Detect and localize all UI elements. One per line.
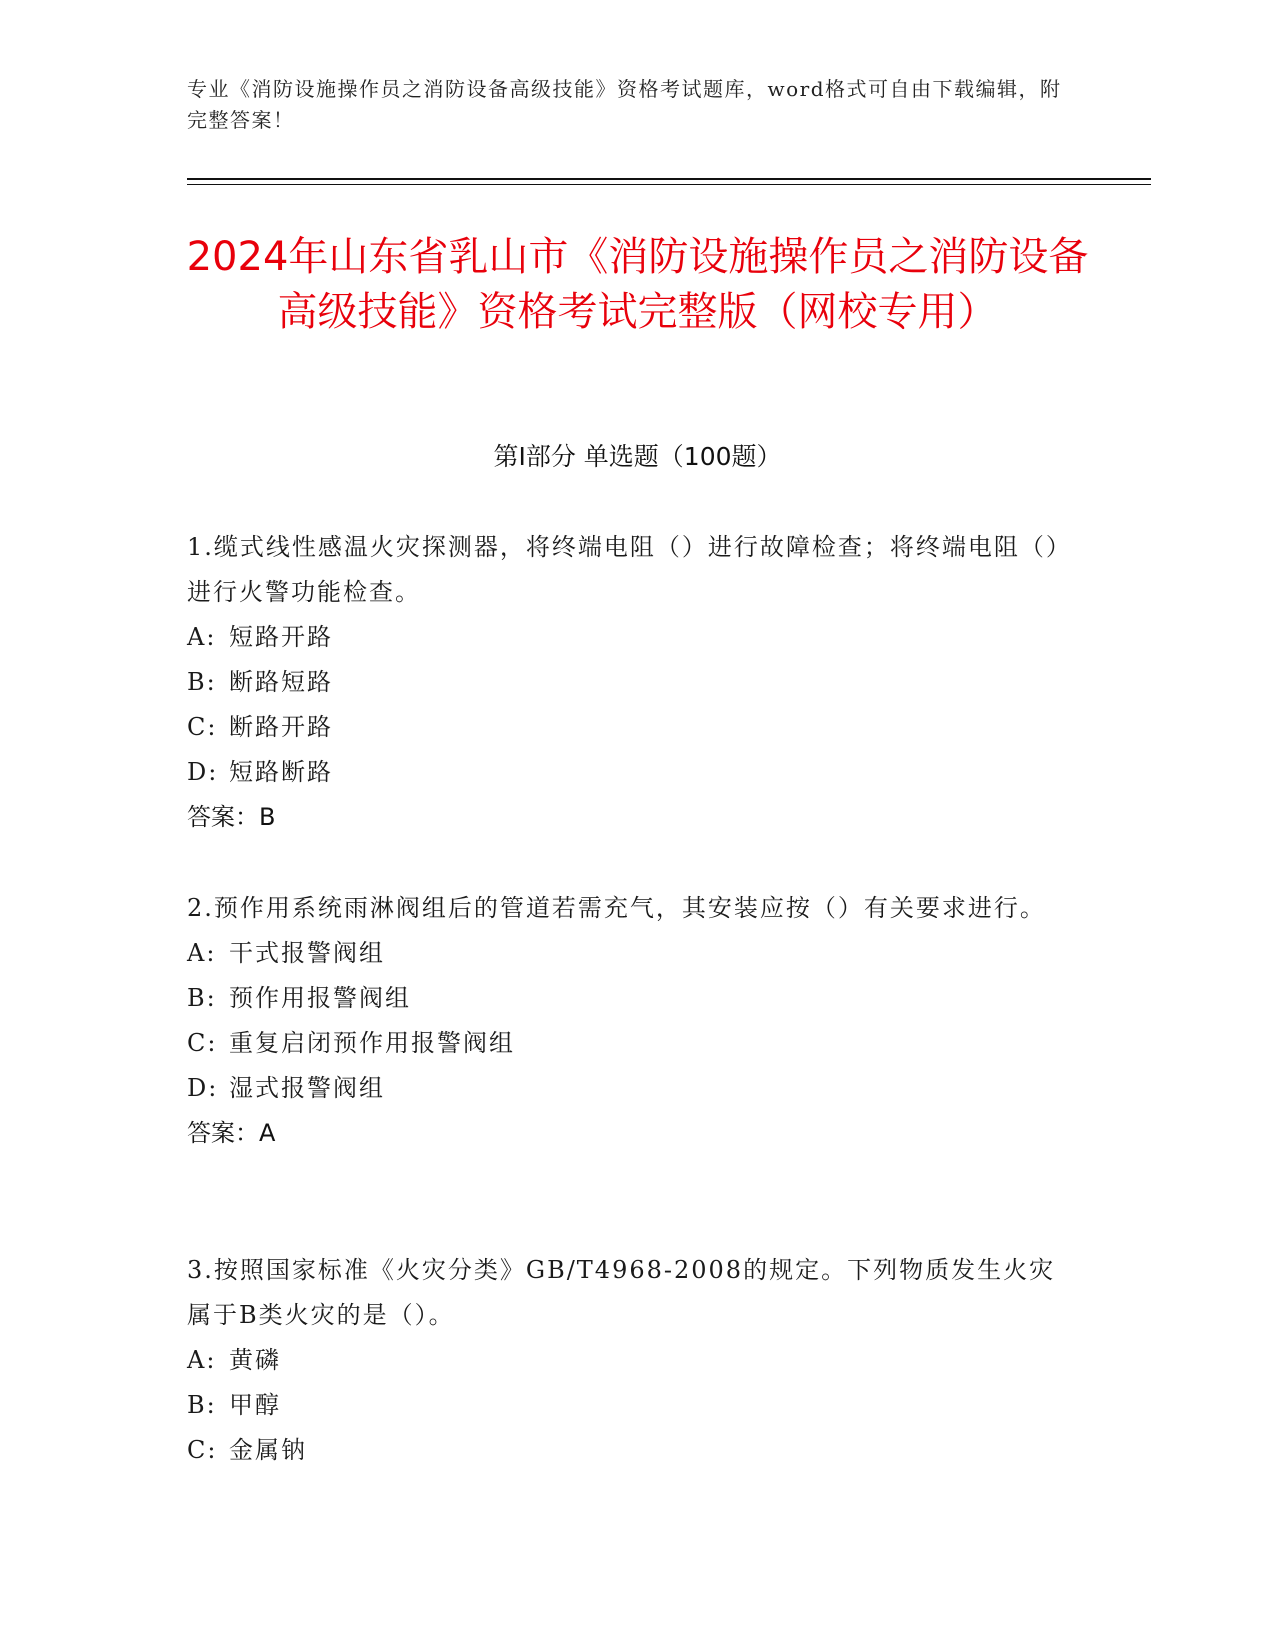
option-a <box>187 615 1077 660</box>
option-key: C: <box>187 1436 218 1464</box>
option-text: 甲醇 <box>229 1391 281 1419</box>
question-stem: 3.按照国家标准《火灾分类》GB/T4968-2008的规定。下列物质发生火灾属于B类火灾的是（）。 <box>187 1256 1056 1329</box>
option-text: 湿式报警阀组 <box>229 1074 385 1102</box>
question-3 <box>187 1248 1077 1473</box>
option-key: D: <box>187 1074 219 1102</box>
header-note: 专业《消防设施操作员之消防设备高级技能》资格考试题库，word格式可自由下载编辑，附完整答案！ <box>187 77 1062 132</box>
option-c <box>187 1428 1077 1473</box>
option-b <box>187 660 1077 705</box>
option-key: A: <box>187 623 217 651</box>
option-key: A: <box>187 939 217 967</box>
answer: 答案：B <box>187 803 276 831</box>
question-stem: 2.预作用系统雨淋阀组后的管道若需充气，其安装应按（）有关要求进行。 <box>187 894 1046 922</box>
section-title: 第I部分 单选题（100题） <box>493 442 782 471</box>
option-key: D: <box>187 758 219 786</box>
option-text: 断路开路 <box>229 713 333 741</box>
option-text: 断路短路 <box>229 668 333 696</box>
option-key: A: <box>187 1346 217 1374</box>
option-a <box>187 1338 1077 1383</box>
option-key: B: <box>187 1391 217 1419</box>
header-divider-thin <box>187 184 1151 185</box>
option-key: B: <box>187 668 217 696</box>
question-stem: 1.缆式线性感温火灾探测器，将终端电阻（）进行故障检查；将终端电阻（）进行火警功能检查。 <box>187 533 1072 606</box>
option-a <box>187 931 1077 976</box>
option-c <box>187 705 1077 750</box>
option-text: 金属钠 <box>229 1436 307 1464</box>
option-text: 短路开路 <box>229 623 333 651</box>
option-c <box>187 1021 1077 1066</box>
question-2 <box>187 886 1077 1156</box>
option-key: B: <box>187 984 217 1012</box>
option-d <box>187 750 1077 795</box>
option-text: 重复启闭预作用报警阀组 <box>229 1029 515 1057</box>
option-text: 短路断路 <box>229 758 333 786</box>
option-text: 预作用报警阀组 <box>229 984 411 1012</box>
option-d <box>187 1066 1077 1111</box>
answer: 答案：A <box>187 1119 276 1147</box>
header-divider <box>187 178 1151 180</box>
option-key: C: <box>187 1029 218 1057</box>
option-text: 黄磷 <box>229 1346 281 1374</box>
document-title: 2024年山东省乳山市《消防设施操作员之消防设备高级技能》资格考试完整版（网校专用） <box>186 234 1089 335</box>
option-text: 干式报警阀组 <box>229 939 385 967</box>
option-b <box>187 976 1077 1021</box>
question-1 <box>187 525 1077 840</box>
option-key: C: <box>187 713 218 741</box>
option-b <box>187 1383 1077 1428</box>
